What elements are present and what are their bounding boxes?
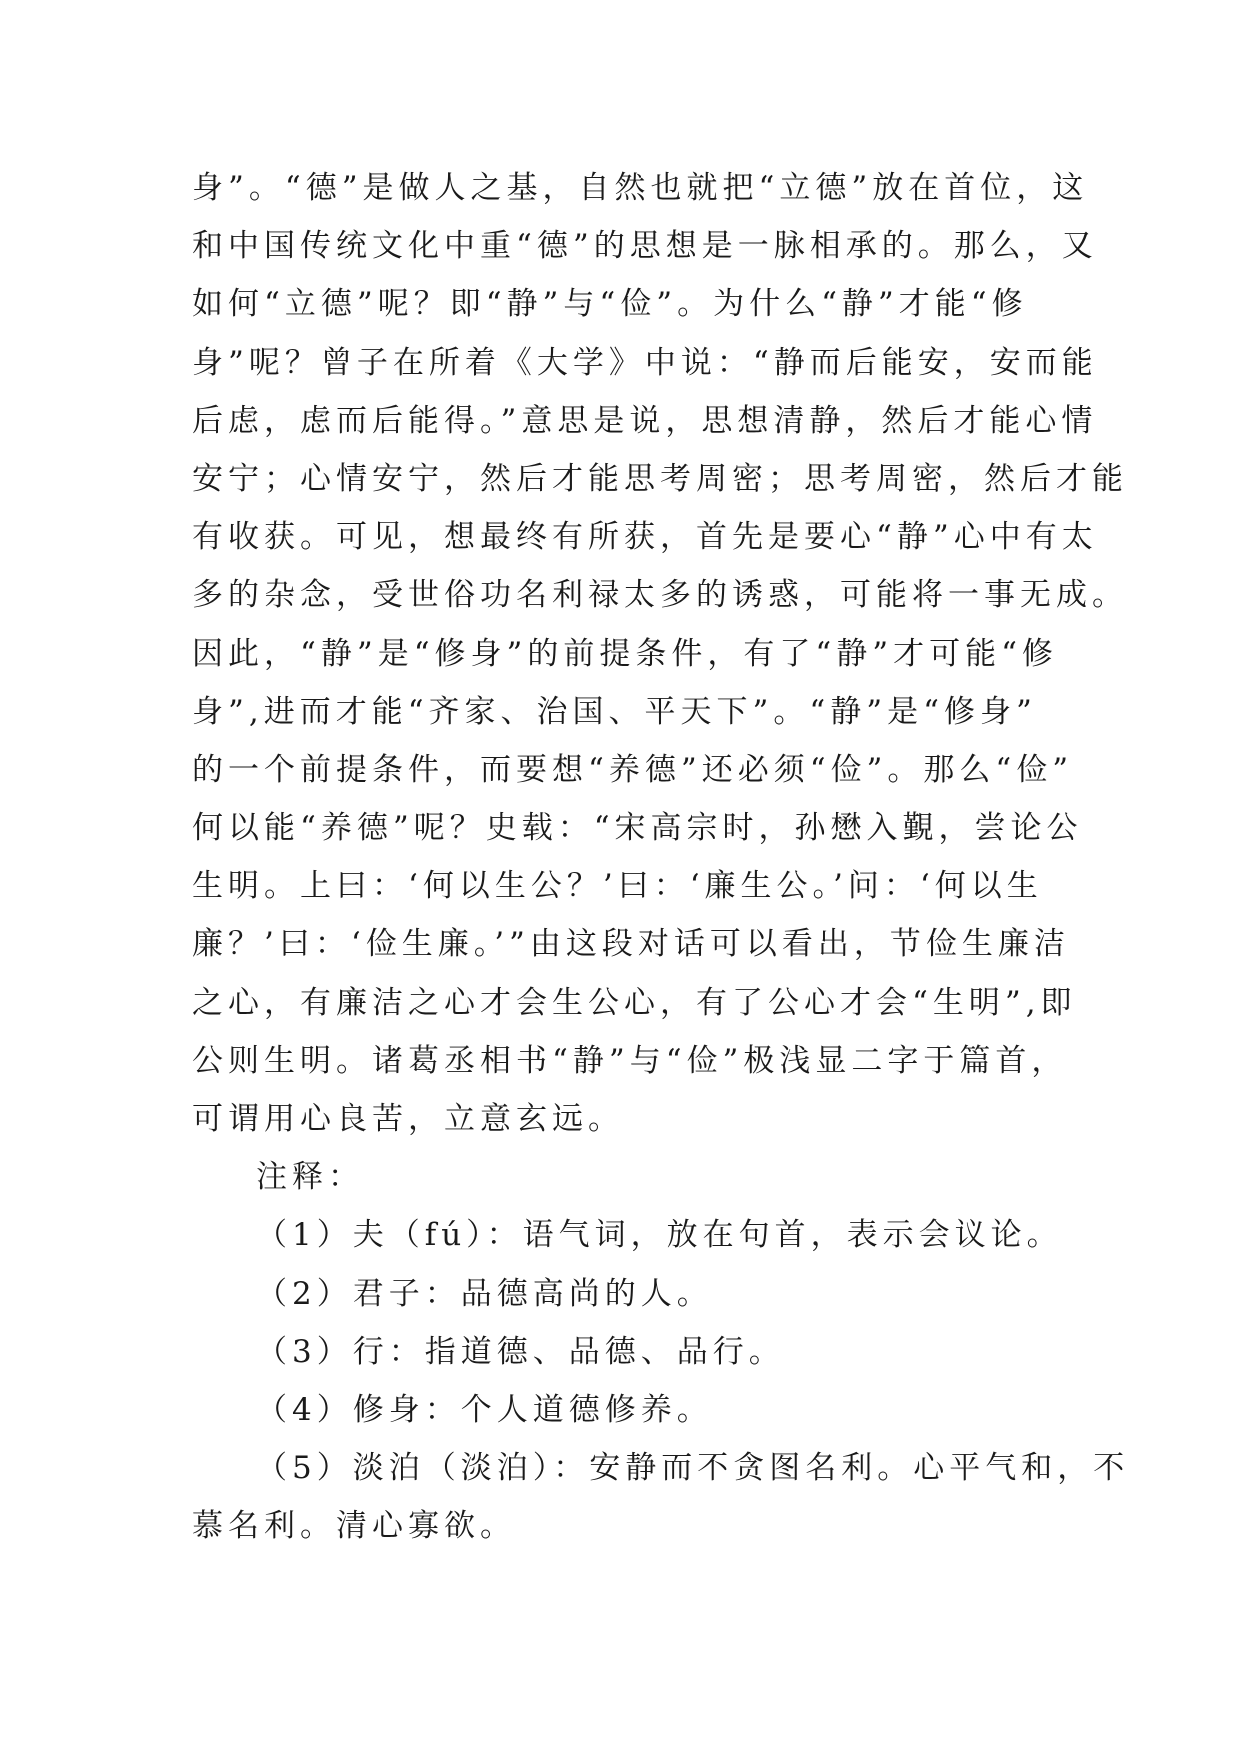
body-line: 的一个前提条件，而要想“养德”还必须“俭”。那么“俭” xyxy=(192,751,1074,788)
note-continuation: 慕名利。清心寡欲。 xyxy=(192,1508,516,1545)
body-line: 何以能“养德”呢？史载：“宋高宗时，孙懋入覲，尝论公 xyxy=(192,810,1083,847)
note-item: （4）修身：个人道德修养。 xyxy=(256,1391,713,1428)
document-text xyxy=(192,159,1130,1556)
note-item: （5）淡泊（淡泊）：安静而不贪图名利。心平气和，不 xyxy=(256,1450,1130,1487)
body-line: 有收获。可见，想最终有所获，首先是要心“静”心中有太 xyxy=(192,519,1098,556)
body-line: 身”呢？曾子在所着《大学》中说：“静而后能安，安而能 xyxy=(192,344,1098,381)
body-line: 身”,进而才能“齐家、治国、平天下”。“静”是“修身” xyxy=(192,693,1037,730)
body-line: 后虑，虑而后能得。”意思是说，思想清静，然后才能心情 xyxy=(192,402,1098,439)
note-item: （3）行：指道德、品德、品行。 xyxy=(256,1333,785,1370)
body-line: 安宁；心情安宁，然后才能思考周密；思考周密，然后才能 xyxy=(192,460,1128,497)
body-line: 身”。“德”是做人之基，自然也就把“立德”放在首位，这 xyxy=(192,170,1089,206)
body-line: 廉？’曰：‘俭生廉。’”由这段对话可以看出，节俭生廉洁 xyxy=(192,926,1070,963)
note-item: （2）君子：品德高尚的人。 xyxy=(256,1275,713,1312)
body-line: 和中国传统文化中重“德”的思想是一脉相承的。那么，又 xyxy=(192,228,1098,265)
body-line: 生明。上曰：‘何以生公？’曰：‘廉生公。’问：‘何以生 xyxy=(192,868,1043,905)
body-line: 如何“立德”呢？即“静”与“俭”。为什么“静”才能“修 xyxy=(192,286,1028,323)
body-line: 因此，“静”是“修身”的前提条件，有了“静”才可能“修 xyxy=(192,635,1058,672)
notes-heading: 注释： xyxy=(256,1159,364,1196)
body-line: 多的杂念，受世俗功名利禄太多的诱惑，可能将一事无成。 xyxy=(192,577,1128,614)
note-item: （1）夫（fú）：语气词，放在句首，表示会议论。 xyxy=(256,1217,1063,1254)
body-line: 之心，有廉洁之心才会生公心，有了公心才会“生明”,即 xyxy=(192,984,1077,1021)
body-line: 可谓用心良苦，立意玄远。 xyxy=(192,1101,624,1137)
body-line: 公则生明。诸葛丞相书“静”与“俭”极浅显二字于篇首， xyxy=(192,1042,1068,1079)
